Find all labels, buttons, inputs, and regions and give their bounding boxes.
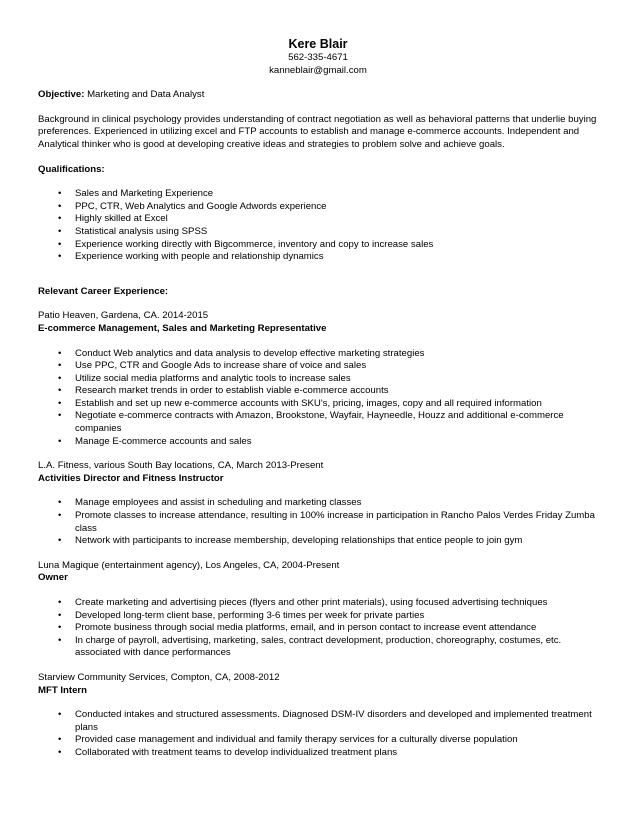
objective-value: Marketing and Data Analyst (87, 89, 205, 101)
list-item: • Experience working with people and relationship dynamics (38, 251, 598, 264)
job-place: L.A. Fitness, various South Bay locations, CA, March 2013-Present (38, 460, 324, 472)
list-item: • Negotiate e-commerce contracts with Amazon, Brookstone, Wayfair, Hayneedle, Houzz and additional e-commerce companies (38, 410, 598, 435)
objective-label: Objective: (38, 89, 85, 101)
candidate-name: Kere Blair (288, 37, 348, 51)
list-item: • Highly skilled at Excel (38, 213, 598, 226)
list-item: • Promote business through social media platforms, email, and in person contact to increase event attendance (38, 622, 598, 635)
list-item: • Use PPC, CTR and Google Ads to increase share of voice and sales (38, 360, 598, 373)
job-title: E-commerce Management, Sales and Marketing Representative (38, 322, 327, 334)
job-duties-list (38, 497, 598, 547)
resume-page (38, 36, 598, 760)
list-item: • Sales and Marketing Experience (38, 188, 598, 201)
qualifications-list (38, 188, 598, 264)
job-place: Luna Magique (entertainment agency), Los Angeles, CA, 2004-Present (38, 559, 340, 571)
list-item: • Manage employees and assist in scheduling and marketing classes (38, 497, 598, 510)
list-item: • Statistical analysis using SPSS (38, 226, 598, 239)
experience-heading: Relevant Career Experience: (38, 285, 169, 297)
list-item: • Establish and set up new e-commerce accounts with SKU's, pricing, images, copy and all required information (38, 398, 598, 411)
job-duties-list (38, 709, 598, 759)
objective-line (38, 89, 598, 102)
list-item: • Utilize social media platforms and analytic tools to increase sales (38, 373, 598, 386)
list-item: • Create marketing and advertising pieces (flyers and other print materials), using focused advertising techniques (38, 597, 598, 610)
list-item: • Conduct Web analytics and data analysis to develop effective marketing strategies (38, 348, 598, 361)
email-address: kanneblair@gmail.com (269, 64, 367, 76)
list-item: • Collaborated with treatment teams to develop individualized treatment plans (38, 747, 598, 760)
list-item: • Network with participants to increase membership, developing relationships that entice people to join gym (38, 535, 598, 548)
job-duties-list (38, 348, 598, 449)
list-item: • Manage E-commerce accounts and sales (38, 436, 598, 449)
summary-paragraph: Background in clinical psychology provides understanding of contract negotiation as well as behavioral patterns that underlie buying preferences. Experienced in utilizing excel and FTP accounts to establish and manage e-commerce accounts. Independent and Analytical thinker who is good at developing creative ideas and strategies to problem solve and achieve goals. (38, 113, 597, 150)
list-item: • Research market trends in order to establish viable e-commerce accounts (38, 385, 598, 398)
job-duties-list (38, 597, 598, 660)
list-item: • Developed long-term client base, performing 3-6 times per week for private parties (38, 610, 598, 623)
list-item: • Provided case management and individual and family therapy services for a culturally diverse population (38, 734, 598, 747)
list-item: • Experience working directly with Bigcommerce, inventory and copy to increase sales (38, 239, 598, 252)
resume-header (38, 36, 598, 77)
list-item: • PPC, CTR, Web Analytics and Google Adwords experience (38, 201, 598, 214)
job-title: MFT Intern (38, 684, 88, 696)
list-item: • Conducted intakes and structured assessments. Diagnosed DSM-IV disorders and developed and implemented treatment plans (38, 709, 598, 734)
phone-number: 562-335-4671 (288, 52, 348, 63)
list-item: • Promote classes to increase attendance, resulting in 100% increase in participation in Rancho Palos Verdes Friday Zumba class (38, 510, 598, 535)
qualifications-heading: Qualifications: (38, 163, 105, 175)
job-title: Activities Director and Fitness Instructor (38, 472, 224, 484)
list-item: • In charge of payroll, advertising, marketing, sales, contract development, production, choreography, costumes, etc. associated with dance performances (38, 635, 598, 660)
job-place: Starview Community Services, Compton, CA, 2008-2012 (38, 671, 280, 683)
job-place: Patio Heaven, Gardena, CA. 2014-2015 (38, 310, 209, 322)
job-title: Owner (38, 572, 68, 584)
